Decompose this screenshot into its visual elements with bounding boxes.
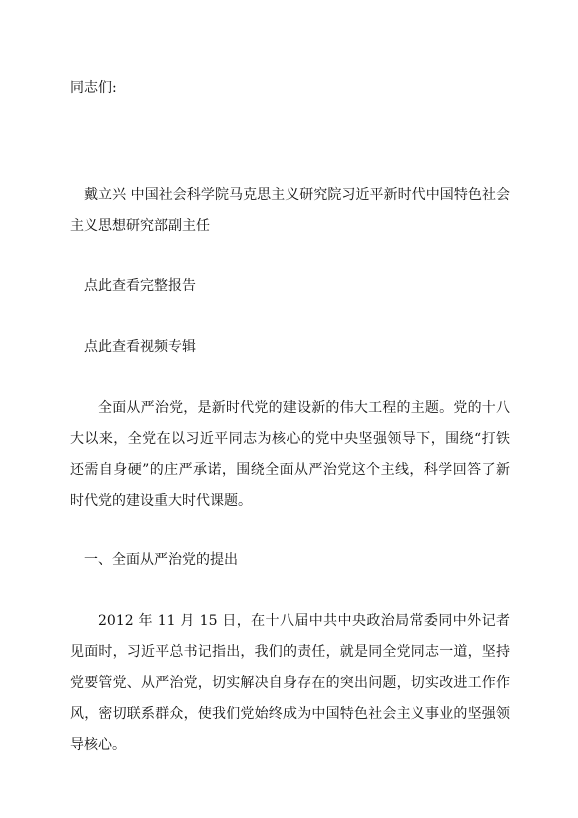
full-report-link[interactable]: 点此查看完整报告 bbox=[84, 278, 196, 294]
body-paragraph: 2012 年 11 月 15 日，在十八届中共中央政治局常委同中外记者见面时，习近平总书记指出，我们的责任，就是同全党同志一道，坚持党要管党、从严治党，切实解决自身存在的突出问题，切实改进工作作风，密切联系群众，使我们党始终成为中国特色社会主义事业的坚强领导核心。 bbox=[70, 613, 510, 753]
section-heading: 一、全面从严治党的提出 bbox=[84, 552, 238, 568]
author-line: 戴立兴 中国社会科学院马克思主义研究院习近平新时代中国特色社会主义思想研究部副主任 bbox=[70, 187, 510, 234]
salutation: 同志们: bbox=[70, 80, 117, 96]
intro-paragraph: 全面从严治党，是新时代党的建设新的伟大工程的主题。党的十八大以来，全党在以习近平同志为核心的党中央坚强领导下，围绕“打铁还需自身硬”的庄严承诺，围绕全面从严治党这个主线，科学回答了新时代党的建设重大时代课题。 bbox=[70, 400, 510, 509]
video-album-link[interactable]: 点此查看视频专辑 bbox=[84, 339, 196, 355]
